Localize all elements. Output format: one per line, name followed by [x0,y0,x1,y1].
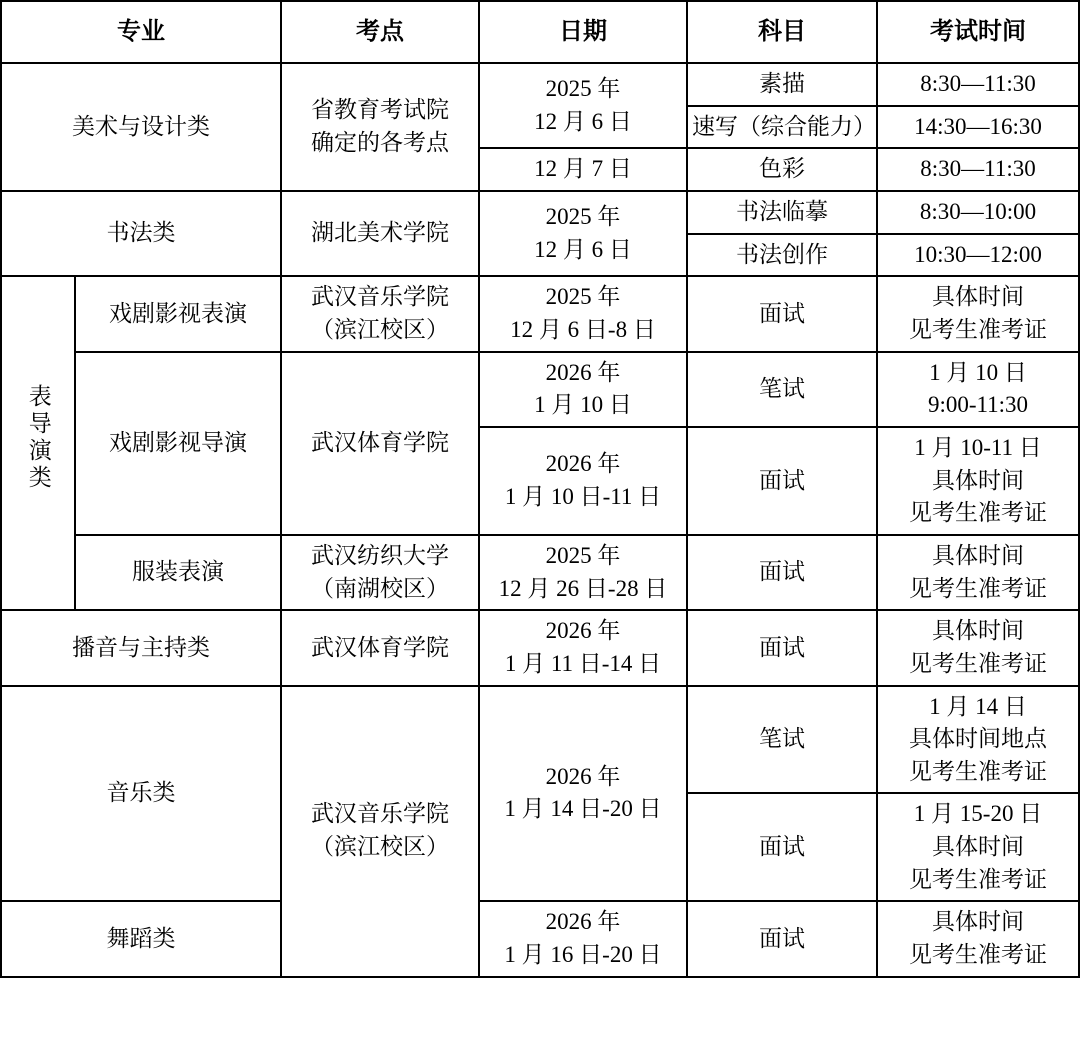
date-line: 12 月 26 日-28 日 [498,575,668,601]
cell-date-broadcasting [479,610,687,685]
date-line: 2025 年 [545,542,621,568]
cell-time-calligraphy-create: 10:30—12:00 [877,234,1079,277]
date-line: 1 月 11 日-14 日 [504,650,662,676]
date-line: 2026 年 [545,618,621,644]
date-line: 12 月 7 日 [534,156,632,182]
table-row [1,63,1079,106]
cell-major-fashion-performance: 服装表演 [75,535,281,610]
site-line: 确定的各考点 [311,129,449,155]
time-line: 见考生准考证 [909,866,1047,892]
cell-time-calligraphy-copy: 8:30—10:00 [877,191,1079,234]
date-line: 12 月 6 日 [534,236,632,262]
table-row [1,191,1079,234]
cell-date-art-design-2 [479,148,687,191]
time-line: 1 月 10-11 日 [914,434,1042,460]
table-row [1,901,1079,976]
cell-time-sketch: 8:30—11:30 [877,63,1079,106]
time-line: 见考生准考证 [909,575,1047,601]
cell-site-drama-directing [281,352,479,535]
cell-major-drama-directing: 戏剧影视导演 [75,352,281,535]
header-site: 考点 [281,1,479,63]
header-subject: 科目 [687,1,877,63]
table-row [1,610,1079,685]
cell-time-dance [877,901,1079,976]
time-line: 具体时间地点 [909,726,1047,752]
cell-site-music [281,686,479,977]
date-line: 1 月 10 日 [534,392,632,418]
cell-subject-calligraphy-copy: 书法临摹 [687,191,877,234]
cell-time-drama-directing-interview [877,427,1079,535]
header-time: 考试时间 [877,1,1079,63]
cell-time-fashion-performance [877,535,1079,610]
cell-subject-drama-directing-written: 笔试 [687,352,877,427]
time-line: 见考生准考证 [909,316,1047,342]
time-line: 具体时间 [932,542,1024,568]
cell-major-drama-acting: 戏剧影视表演 [75,276,281,351]
cell-time-drama-directing-written [877,352,1079,427]
time-line: 1 月 15-20 日 [913,801,1043,827]
header-major: 专业 [1,1,281,63]
cell-subject-color: 色彩 [687,148,877,191]
site-line: （滨江校区） [311,316,449,342]
cell-time-broadcasting [877,610,1079,685]
cell-date-art-design-1 [479,63,687,148]
date-line: 12 月 6 日 [534,108,632,134]
date-line: 2026 年 [545,763,621,789]
site-line: 武汉体育学院 [311,634,449,660]
date-line: 2025 年 [545,203,621,229]
date-line: 2025 年 [545,76,621,101]
cell-group-performance [1,276,75,610]
cell-subject-drama-acting: 面试 [687,276,877,351]
cell-subject-music-written: 笔试 [687,686,877,794]
site-line: （南湖校区） [311,575,449,601]
cell-time-music-written [877,686,1079,794]
table-row [1,276,1079,351]
cell-major-dance: 舞蹈类 [1,901,281,976]
cell-date-drama-directing-2 [479,427,687,535]
time-line: 具体时间 [932,909,1024,935]
time-line: 见考生准考证 [909,650,1047,676]
date-line: 1 月 16 日-20 日 [504,942,662,968]
cell-subject-music-interview: 面试 [687,793,877,901]
time-line: 具体时间 [932,834,1024,860]
time-line: 1 月 14 日 [929,693,1027,719]
cell-date-music [479,686,687,902]
cell-time-speedsketch: 14:30—16:30 [877,106,1079,149]
site-line: 武汉体育学院 [311,429,449,455]
date-line: 1 月 10 日-11 日 [504,483,662,509]
cell-date-fashion-performance [479,535,687,610]
cell-date-calligraphy [479,191,687,276]
cell-time-music-interview [877,793,1079,901]
cell-subject-drama-directing-interview: 面试 [687,427,877,535]
time-line: 具体时间 [932,284,1024,310]
site-line: （滨江校区） [311,834,449,860]
cell-subject-sketch: 素描 [687,63,877,106]
time-line: 见考生准考证 [909,758,1047,784]
cell-subject-speedsketch: 速写（综合能力） [687,106,877,149]
table-row [1,352,1079,427]
time-line: 具体时间 [932,467,1024,493]
cell-major-art-design: 美术与设计类 [1,63,281,191]
date-line: 2026 年 [545,359,621,385]
cell-time-drama-acting [877,276,1079,351]
cell-date-drama-acting [479,276,687,351]
cell-site-art-design [281,63,479,191]
site-line: 湖北美术学院 [311,220,449,246]
site-line: 武汉纺织大学 [311,542,449,568]
group-label-vertical: 表导演类 [25,384,51,493]
site-line: 武汉音乐学院 [311,284,449,310]
cell-subject-calligraphy-create: 书法创作 [687,234,877,277]
time-line: 见考生准考证 [909,500,1047,526]
site-line: 武汉音乐学院 [311,801,449,827]
site-line: 省教育考试院 [311,97,449,123]
cell-site-fashion-performance [281,535,479,610]
date-line: 12 月 6 日-8 日 [510,316,656,342]
date-line: 1 月 14 日-20 日 [504,796,662,822]
cell-major-calligraphy: 书法类 [1,191,281,276]
cell-time-color: 8:30—11:30 [877,148,1079,191]
time-line: 1 月 10 日 [929,359,1027,385]
header-date: 日期 [479,1,687,63]
time-line: 见考生准考证 [909,942,1047,968]
date-line: 2026 年 [545,451,621,477]
cell-major-music: 音乐类 [1,686,281,902]
date-line: 2026 年 [545,909,621,935]
cell-site-drama-acting [281,276,479,351]
cell-date-drama-directing-1 [479,352,687,427]
cell-major-broadcasting: 播音与主持类 [1,610,281,685]
table-row [1,686,1079,794]
cell-site-calligraphy [281,191,479,276]
cell-site-broadcasting [281,610,479,685]
cell-date-dance [479,901,687,976]
date-line: 2025 年 [545,284,621,310]
cell-subject-dance: 面试 [687,901,877,976]
table-header-row [1,1,1079,63]
cell-subject-fashion-performance: 面试 [687,535,877,610]
table-row [1,535,1079,610]
time-line: 具体时间 [932,618,1024,644]
time-line: 9:00-11:30 [927,392,1029,418]
cell-subject-broadcasting: 面试 [687,610,877,685]
